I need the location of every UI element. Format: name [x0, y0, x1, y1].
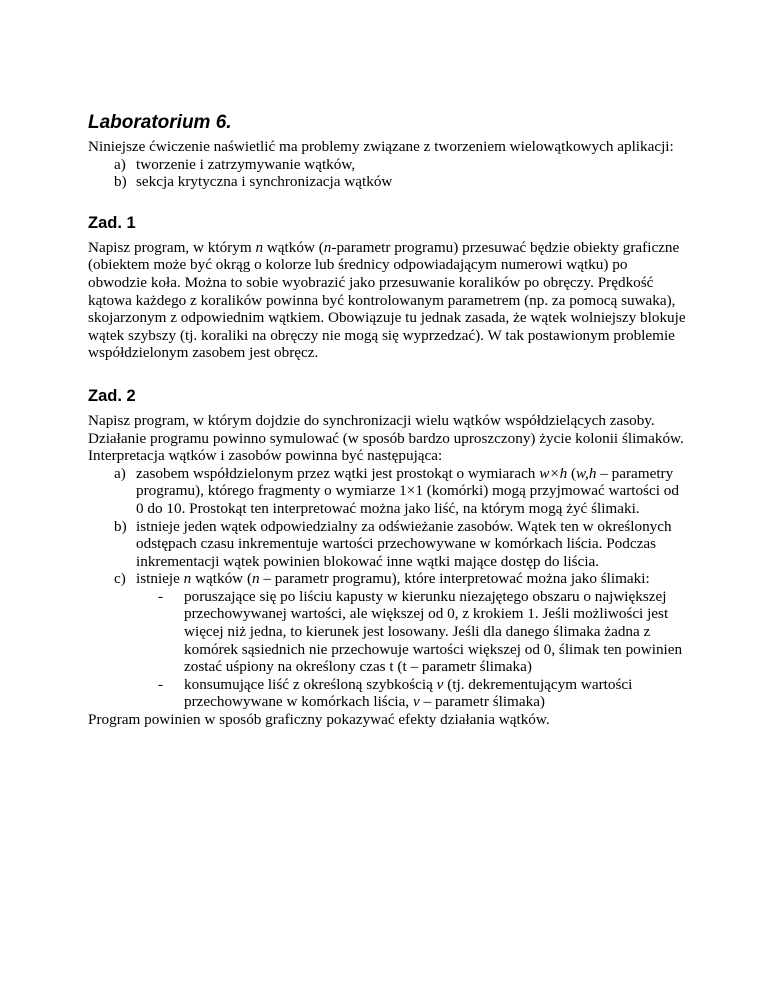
zad1-heading: Zad. 1 — [88, 213, 136, 232]
list-marker: b) — [114, 517, 127, 535]
param-n: n — [252, 570, 260, 588]
text-run: -parametr programu) przesuwać będzie obiekty graficzne (obiektem może być okrąg o kolorze lub średnicy odpowiadającym numerowi wątku) po obwodzie koła. Można to sobie wyobrazić jako przesuwanie koralików po obręczy. Prędkość kątowa każdego z koralików powinna być kontrolowanym parametrem (np. za pomocą suwaka), skojarzonym z odpowiednim wątkiem. Obowiązuje tu jednak zasada, że wątek wolniejszy blokuje wątek szybszy (tj. koraliki na obręczy nie mogą się wyprzedzać). W tak postawionym problemie współdzielonym zasobem jest obręcz. — [88, 238, 686, 362]
param-n: n — [323, 238, 332, 256]
zad2-closing: Program powinien w sposób graficzny pokazywać efekty działania wątków. — [88, 711, 550, 729]
text-run: zasobem współdzielonym przez wątki jest prostokąt o wymiarach — [136, 464, 540, 482]
snail-behaviour-list — [88, 588, 688, 711]
zad1-paragraph — [88, 239, 688, 362]
text-run: konsumujące liść z określoną szybkością — [184, 675, 437, 693]
text-run: ( — [567, 464, 577, 482]
param-wh: w,h — [576, 464, 597, 482]
text-run: – parametr programu), które interpretować można jako ślimaki: — [259, 570, 650, 588]
intro-item-a — [88, 156, 688, 174]
zad2-intro: Napisz program, w którym dojdzie do synchronizacji wielu wątków współdzielących zasoby. Działanie programu powinno symulować (w sposób bardzo uproszczony) życie kolonii ślimaków. Interpretacja wątków i zasobów powinna być następująca: — [88, 411, 684, 465]
dash-marker: - — [158, 675, 164, 693]
document-content — [88, 112, 688, 729]
list-marker: b) — [114, 173, 127, 191]
text-run: – parametry programu), którego fragmenty o wymiarze 1×1 (komórki) mogą przyjmować wartości od 0 do 10. Prostokąt ten interpretować można jako liść, na którym mogą żyć ślimaki. — [136, 464, 679, 517]
zad2-item-b — [88, 518, 688, 571]
intro-item-b — [88, 173, 688, 191]
list-item-text: tworzenie i zatrzymywanie wątków, — [136, 155, 356, 173]
list-marker: c) — [114, 570, 126, 588]
text-run: – parametr ślimaka) — [419, 693, 545, 711]
text-run: (tj. dekrementującym wartości przechowywane w komórkach liścia, — [184, 675, 633, 711]
param-n: n — [255, 238, 264, 256]
text-run: wątków ( — [191, 570, 253, 588]
list-marker: a) — [114, 464, 126, 482]
zad2-item-a — [88, 465, 688, 518]
list-item-text: sekcja krytyczna i synchronizacja wątków — [136, 173, 393, 191]
intro-paragraph: Niniejsze ćwiczenie naświetlić ma problemy związane z tworzeniem wielowątkowych aplikacji: — [88, 138, 674, 155]
document-title: Laboratorium 6. — [88, 112, 232, 133]
param-wh: w×h — [539, 464, 568, 482]
intro-list — [88, 156, 688, 191]
text-run: wątków ( — [263, 238, 324, 256]
snail-behaviour-move — [88, 588, 688, 676]
list-marker: a) — [114, 155, 126, 173]
dash-marker: - — [158, 587, 164, 605]
param-v: v — [413, 693, 420, 711]
list-item-text: istnieje jeden wątek odpowiedzialny za odświeżanie zasobów. Wątek ten w określonych odstępach czasu inkrementuje wartości przechowywane w komórkach liścia. Podczas inkrementacji wątek powinien blokować inne wątki mające dostęp do liścia. — [136, 517, 672, 570]
zad2-heading: Zad. 2 — [88, 386, 136, 405]
zad2-item-c — [88, 570, 688, 588]
list-item-text: poruszające się po liściu kapusty w kierunku niezajętego obszaru o największej przechowywanej wartości, ale większej od 0, z krokiem 1. Jeśli możliwości jest więcej niż jedna, to kierunek jest losowany. Jeśli dla danego ślimaka żadna z komórek sąsiednich nie przechowuje wartości większej od 0, ślimak ten powinien zostać uśpiony na określony czas t (t – parametr ślimaka) — [184, 587, 683, 676]
param-v: v — [436, 675, 444, 693]
zad2-list — [88, 465, 688, 588]
snail-behaviour-consume — [88, 676, 688, 711]
text-run: istnieje — [136, 570, 184, 588]
text-run: Napisz program, w którym — [88, 238, 256, 256]
param-n: n — [183, 570, 192, 588]
